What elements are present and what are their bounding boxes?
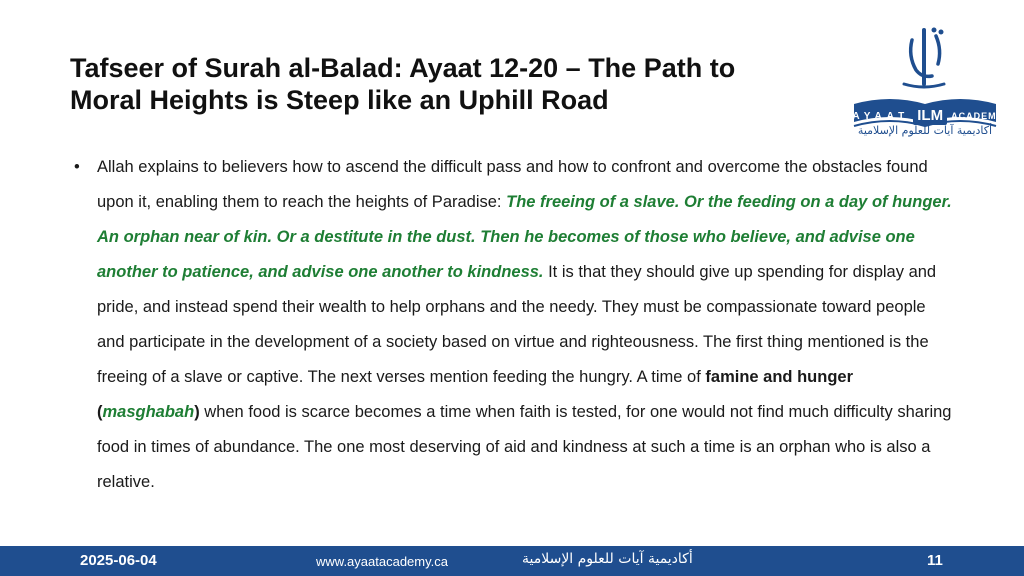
footer-arabic-name: أكاديمية آيات للعلوم الإسلامية <box>522 551 693 567</box>
body-paragraph <box>97 150 954 500</box>
page-number: 11 <box>927 552 943 569</box>
academy-logo <box>836 26 1016 144</box>
body-text-explanation: It is that they should give up spending for display and pride, and instead spend their wealth to help orphans and the needy. They must be compassionate toward people and participate in the development of a society based on virtue and righteousness. The first thing mentioned is the freeing of a slave or captive. The next verses mention feeding the hungry. A time of <box>97 263 937 386</box>
quran-quote: The freeing of a slave. Or the feeding on a day of hunger. An orphan near of kin. Or a destitute in the dust. Then he becomes of those who believe, and advise one another to patience, and advise one another to kindness. <box>97 193 952 281</box>
body-text-intro: Allah explains to believers how to ascend the difficult pass and how to confront and overcome the obstacles found upon it, enabling them to reach the heights of Paradise: <box>97 158 928 211</box>
logo-word-ayaat: AYAAT <box>852 110 910 122</box>
slide-title-line-1: Tafseer of Surah al-Balad: Ayaat 12-20 – The Path to <box>70 53 736 83</box>
slide-footer <box>0 546 1024 576</box>
logo-arabic-name: أكاديمية آيات للعلوم الإسلامية <box>857 124 993 137</box>
emphasis-famine: famine and hunger ( <box>97 368 854 421</box>
slide-body <box>74 150 954 500</box>
footer-website-link[interactable]: www.ayaatacademy.ca <box>316 554 448 569</box>
calligraphy-icon <box>894 26 954 92</box>
arabic-term: masghabah <box>102 403 195 421</box>
bullet-marker: • <box>74 158 80 176</box>
logo-wordmark <box>848 106 1008 126</box>
body-text-conclusion: when food is scarce becomes a time when faith is tested, for one would not find much difficulty sharing food in times of abundance. The one most deserving of aid and kindness at such a time is an orphan who is also a relative. <box>97 403 952 491</box>
logo-word-ilm: ILM <box>913 107 947 125</box>
footer-date: 2025-06-04 <box>80 552 157 569</box>
slide-title <box>70 52 830 116</box>
logo-word-academy: ACADEMY <box>951 111 1004 121</box>
emphasis-close-paren: ) <box>194 403 200 421</box>
slide-title-line-2: Moral Heights is Steep like an Uphill Road <box>70 85 609 115</box>
